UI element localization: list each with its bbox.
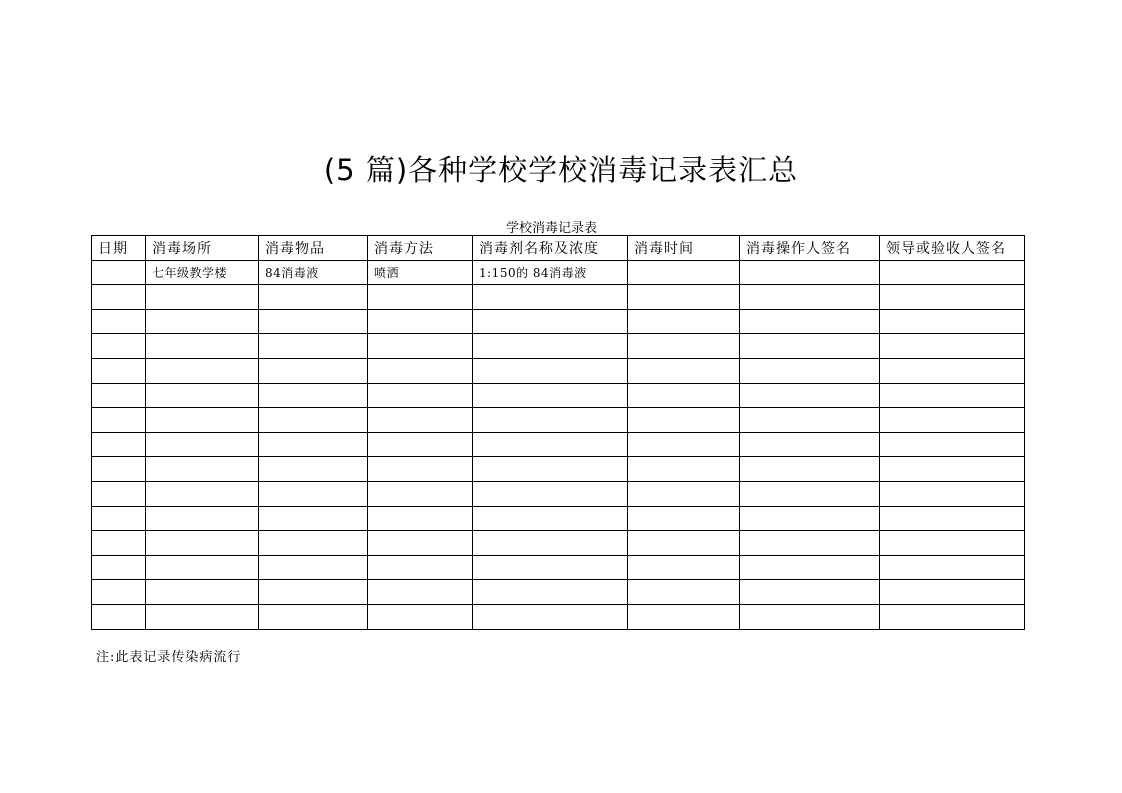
cell-date [92,506,146,531]
cell-operator-signature [740,309,880,334]
cell-items [259,309,368,334]
cell-operator-signature [740,555,880,580]
header-disinfectant: 消毒剂名称及浓度 [473,236,628,261]
table-row [92,408,1025,433]
cell-inspector-signature [880,457,1025,482]
cell-date [92,481,146,506]
cell-method [368,408,473,433]
cell-operator-signature [740,408,880,433]
cell-disinfectant [473,285,628,310]
header-time: 消毒时间 [628,236,740,261]
document-title: (5 篇)各种学校学校消毒记录表汇总 [323,153,799,187]
cell-method [368,555,473,580]
table-row [92,555,1025,580]
cell-disinfectant [473,408,628,433]
cell-operator-signature [740,531,880,556]
cell-disinfectant: 1:150的 84消毒液 [473,260,628,285]
cell-date [92,604,146,629]
cell-inspector-signature [880,408,1025,433]
cell-date [92,531,146,556]
cell-date [92,555,146,580]
cell-method [368,580,473,605]
cell-date [92,383,146,408]
cell-place [146,358,259,383]
cell-items [259,432,368,457]
cell-disinfectant [473,432,628,457]
cell-method [368,506,473,531]
cell-items [259,531,368,556]
cell-operator-signature [740,604,880,629]
cell-place [146,408,259,433]
cell-time [628,531,740,556]
table-row [92,309,1025,334]
cell-operator-signature [740,432,880,457]
table-row [92,580,1025,605]
cell-operator-signature [740,383,880,408]
cell-date [92,408,146,433]
cell-time [628,408,740,433]
cell-inspector-signature [880,383,1025,408]
cell-time [628,358,740,383]
cell-method [368,309,473,334]
cell-items [259,481,368,506]
cell-time [628,260,740,285]
cell-inspector-signature [880,358,1025,383]
cell-time [628,285,740,310]
cell-date [92,334,146,359]
cell-date [92,309,146,334]
cell-inspector-signature [880,580,1025,605]
cell-place [146,309,259,334]
table-body [92,260,1025,629]
cell-method [368,383,473,408]
cell-disinfectant [473,457,628,482]
cell-disinfectant [473,309,628,334]
cell-inspector-signature [880,334,1025,359]
cell-items [259,358,368,383]
header-date: 日期 [92,236,146,261]
cell-disinfectant [473,555,628,580]
table-row [92,432,1025,457]
cell-method: 喷洒 [368,260,473,285]
cell-method [368,457,473,482]
cell-date [92,580,146,605]
cell-place [146,580,259,605]
cell-items [259,457,368,482]
cell-operator-signature [740,457,880,482]
cell-inspector-signature [880,555,1025,580]
table-header-row [92,236,1025,261]
cell-inspector-signature [880,506,1025,531]
cell-place [146,604,259,629]
header-inspector-signature: 领导或验收人签名 [880,236,1025,261]
cell-place [146,334,259,359]
cell-inspector-signature [880,260,1025,285]
table-row [92,531,1025,556]
disinfection-record-table [91,235,1025,630]
table-row [92,334,1025,359]
cell-place [146,457,259,482]
cell-time [628,604,740,629]
cell-time [628,432,740,457]
table-row [92,260,1025,285]
cell-date [92,358,146,383]
table-row [92,506,1025,531]
table-row [92,285,1025,310]
table-row [92,604,1025,629]
cell-operator-signature [740,506,880,531]
cell-operator-signature [740,334,880,359]
cell-place [146,531,259,556]
cell-date [92,285,146,310]
cell-place: 七年级教学楼 [146,260,259,285]
cell-method [368,285,473,310]
cell-method [368,481,473,506]
cell-date [92,457,146,482]
cell-items [259,408,368,433]
cell-items: 84消毒液 [259,260,368,285]
cell-place [146,432,259,457]
table-note: 注:此表记录传染病流行 [96,650,242,665]
cell-place [146,481,259,506]
header-operator-signature: 消毒操作人签名 [740,236,880,261]
cell-items [259,383,368,408]
cell-method [368,358,473,383]
cell-method [368,334,473,359]
cell-place [146,285,259,310]
cell-time [628,334,740,359]
cell-disinfectant [473,531,628,556]
cell-operator-signature [740,580,880,605]
cell-time [628,506,740,531]
cell-date [92,432,146,457]
cell-time [628,383,740,408]
cell-disinfectant [473,604,628,629]
cell-time [628,481,740,506]
cell-time [628,580,740,605]
cell-inspector-signature [880,481,1025,506]
cell-operator-signature [740,285,880,310]
cell-time [628,457,740,482]
cell-method [368,531,473,556]
cell-disinfectant [473,334,628,359]
table-row [92,457,1025,482]
cell-items [259,285,368,310]
cell-date [92,260,146,285]
table-caption: 学校消毒记录表 [506,221,598,236]
table-row [92,383,1025,408]
cell-items [259,604,368,629]
cell-place [146,383,259,408]
cell-place [146,506,259,531]
cell-operator-signature [740,481,880,506]
cell-inspector-signature [880,285,1025,310]
cell-disinfectant [473,481,628,506]
cell-time [628,555,740,580]
cell-method [368,432,473,457]
cell-disinfectant [473,506,628,531]
cell-items [259,555,368,580]
cell-method [368,604,473,629]
cell-items [259,334,368,359]
cell-disinfectant [473,358,628,383]
cell-items [259,506,368,531]
cell-items [259,580,368,605]
cell-operator-signature [740,358,880,383]
cell-disinfectant [473,383,628,408]
cell-time [628,309,740,334]
table-row [92,481,1025,506]
cell-inspector-signature [880,531,1025,556]
cell-operator-signature [740,260,880,285]
cell-place [146,555,259,580]
cell-disinfectant [473,580,628,605]
header-method: 消毒方法 [368,236,473,261]
cell-inspector-signature [880,604,1025,629]
cell-inspector-signature [880,432,1025,457]
header-place: 消毒场所 [146,236,259,261]
header-items: 消毒物品 [259,236,368,261]
cell-inspector-signature [880,309,1025,334]
table-row [92,358,1025,383]
